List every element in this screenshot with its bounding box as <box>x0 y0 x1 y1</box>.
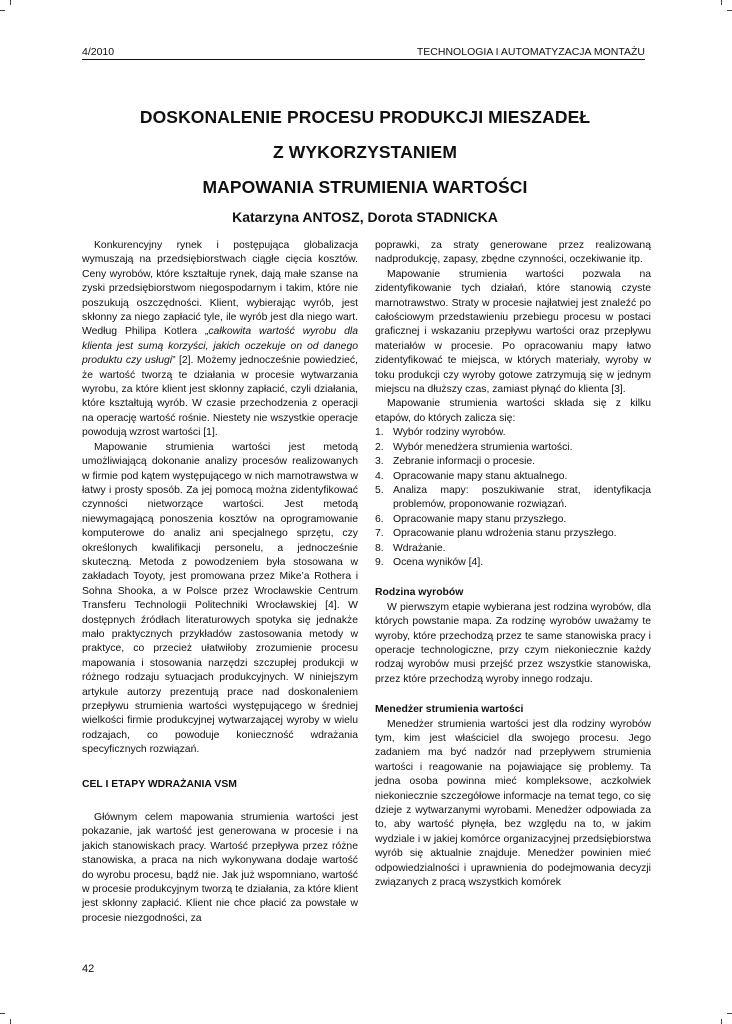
list-item <box>375 484 651 513</box>
text: ” [2]. Możemy jednocześnie powiedzieć, że wartość tworzą te działania w procesie wytwarzania wyrobu, za które klient jest skłonny zapłacić, czyli działania, które kształtują wyrób. W czasie przechodzenia z operacji na operację wartość rośnie. Niestety nie wszystkie operacje powodują wzrost wartości [1]. <box>82 355 358 439</box>
list-text: Zebranie informacji o procesie. <box>393 456 536 468</box>
list-number: 3. <box>375 456 384 468</box>
subheading-product-family: Rodzina wyrobów <box>375 587 464 599</box>
list-number: 9. <box>375 556 384 568</box>
crop-mark <box>10 1019 11 1024</box>
paragraph: Menedżer strumienia wartości jest dla rodziny wyrobów tym, kim jest właściciel dla swojego procesu. Jego zadaniem ma być nadzór nad przepływem strumienia wartości i reagowanie na pojawiające się problemy. Ta jedna osoba powinna mieć kompleksowe, aczkolwiek niekoniecznie szczegółowe informacje na temat tego, co się dzieje z wytwarzanymi wyrobami. Menedżer odpowiada za to, aby wartość płynęła, bez względu na to, w jakim wydziale i w jakiej komórce organizacyjnej przedsiębiorstwa wyrób się aktualnie znajduje. Menedżer powinien mieć odpowiedzialności i uprawnienia do podejmowania decyzji związanych z pracą wszystkich komórek <box>375 718 651 889</box>
issue-number: 4/2010 <box>82 46 115 58</box>
list-text: Opracowanie planu wdrożenia stanu przyszłego. <box>393 528 617 540</box>
list-text: Analiza mapy: poszukiwanie strat, identyfikacja problemów, proponowanie rozwiązań. <box>393 484 651 511</box>
list-number: 2. <box>375 441 384 453</box>
list-text: Opracowanie mapy stanu aktualnego. <box>393 470 568 482</box>
list-text: Ocena wyników [4]. <box>393 556 484 568</box>
list-text: Opracowanie mapy stanu przyszłego. <box>393 513 567 525</box>
text: Konkurencyjny rynek i postępująca globalizacja wymuszają na przedsiębiorstwach ciągłe cięcia kosztów. Ceny wyrobów, które kształtuje rynek, dają małe szanse na zyski przedsiębiorstwom niegospodarnym i takim, które nie poszukują oszczędności. Klient, wybierając wyrób, jest skłonny za niego zapłacić tyle, ile wyrób jest dla niego wart. Według Philipa Kotlera „ <box>82 240 358 338</box>
crop-mark <box>727 1013 732 1014</box>
paragraph: Mapowanie strumienia wartości pozwala na zidentyfikowanie tych działań, które stanowią czyste marnotrawstwo. Straty w procesie najłatwiej jest znaleźć po całościowym przedstawieniu przebiegu procesu w postaci graficznej i wskazaniu przepływu wartości oraz przepływu materiałów w procesie. Po opracowaniu mapy łatwo zidentyfikować te miejsca, w których materiały, wyroby w toku produkcji czy wyroby gotowe zatrzymują się w jednym miejscu na dłuższy czas, zamiast płynąć do klienta [3]. <box>375 268 651 396</box>
list-text: Wybór menedżera strumienia wartości. <box>393 441 573 453</box>
left-column <box>82 239 358 926</box>
crop-mark <box>721 0 722 5</box>
list-item <box>375 441 651 455</box>
crop-mark <box>10 0 11 5</box>
list-text: Wdrażanie. <box>393 542 446 554</box>
vsm-steps-list <box>375 426 651 570</box>
list-number: 8. <box>375 542 384 554</box>
paragraph: Mapowanie strumienia wartości składa się z kilku etapów, do których zalicza się: <box>375 398 651 424</box>
authors: Katarzyna ANTOSZ, Dorota STADNICKA <box>232 209 498 225</box>
paragraph: W pierwszym etapie wybierana jest rodzina wyrobów, dla których powstanie mapa. Za rodzinę wyrobów uważamy te wyroby, które przechodzą przez te same stanowiska pracy i operacje technologiczne, przy czym niekoniecznie każdy rodzaj wyrobów musi przejść przez wszystkie stanowiska, przez które przechodzą wyroby innego rodzaju. <box>375 601 651 685</box>
section-heading: CEL I ETAPY WDRAŻANIA VSM <box>82 778 237 790</box>
title-line-2: Z WYKORZYSTANIEM <box>272 142 458 162</box>
list-text: Wybór rodziny wyrobów. <box>393 427 506 439</box>
crop-mark <box>727 10 732 11</box>
subheading-vsm-manager: Menedżer strumienia wartości <box>375 704 524 716</box>
list-number: 4. <box>375 470 384 482</box>
list-item <box>375 513 651 527</box>
list-number: 5. <box>375 484 384 496</box>
kotler-quote: całkowita wartość wyrobu dla klienta jest sumą korzyści, jakich oczekuje on od danego produktu czy usługi <box>82 326 358 367</box>
list-item <box>375 426 651 440</box>
list-item <box>375 455 651 469</box>
list-number: 1. <box>375 427 384 439</box>
paragraph: Głównym celem mapowania strumienia wartości jest pokazanie, jak wartość jest generowana w procesie i na jakich stanowiskach pracy. Wartość przepływa przez różne stanowiska, a praca na nich wykonywana dodaje wartość do wyrobu procesu, bądź nie. Jak już wspomniano, wartość w procesie produkcyjnym tworzą te działania, za które klient jest skłonny zapłacić. Klient nie chce płacić za powstałe w procesie niezgodności, za <box>82 812 358 924</box>
list-number: 6. <box>375 513 384 525</box>
journal-name: TECHNOLOGIA I AUTOMATYZACJA MONTAŻU <box>416 46 645 58</box>
crop-mark <box>721 1019 722 1024</box>
paragraph: poprawki, za straty generowane przez realizowaną nadprodukcję, zapasy, zbędne czynności, oczekiwanie itp. <box>375 240 651 266</box>
right-column <box>375 239 651 890</box>
article-title-block <box>82 100 648 225</box>
paragraph <box>82 239 358 441</box>
list-item <box>375 542 651 556</box>
list-number: 7. <box>375 528 384 540</box>
running-header <box>82 46 645 60</box>
title-line-1: DOSKONALENIE PROCESU PRODUKCJI MIESZADEŁ <box>139 107 591 127</box>
crop-mark <box>0 10 5 11</box>
crop-mark <box>0 1013 5 1014</box>
paragraph: Mapowanie strumienia wartości jest metodą umożliwiającą dokonanie analizy procesów realizowanych w firmie pod kątem występującego w nich marnotrawstwa w łatwy i prosty sposób. Za jej pomocą można zidentyfikować czynności nietworzące wartości. Jest metodą niewymagającą ponoszenia kosztów na oprogramowanie komputerowe do analiz ani specjalnego sprzętu, czy określonych kwalifikacji personelu, a jednocześnie skuteczną. Metoda z powodzeniem była stosowana w zakładach Toyoty, jest promowana przez Mike’a Rothera i Sohna Shooka, a w Polsce przez Wrocławskie Centrum Transferu Technologii Politechniki Wrocławskiej [4]. W dostępnych źródłach literaturowych spotyka się jednakże mało praktycznych przykładów zastosowania metody w praktyce, co przecież ułatwiłoby zrozumienie procesu mapowania i stosowania narzędzi szczupłej produkcji w różnego rodzaju sytuacjach produkcyjnych. W niniejszym artykule autorzy prezentują prace nad doskonaleniem przepływu strumienia wartości występującego w średniej wielkości firmie produkcyjnej wytwarzającej wyroby w wielu rodzajach, co powoduje konieczność wdrażania specyficznych rozwiązań. <box>82 441 358 756</box>
title-line-3: MAPOWANIA STRUMIENIA WARTOŚCI <box>202 177 528 197</box>
page-number: 42 <box>82 963 95 975</box>
list-item <box>375 556 651 570</box>
list-item <box>375 527 651 541</box>
list-item <box>375 470 651 484</box>
